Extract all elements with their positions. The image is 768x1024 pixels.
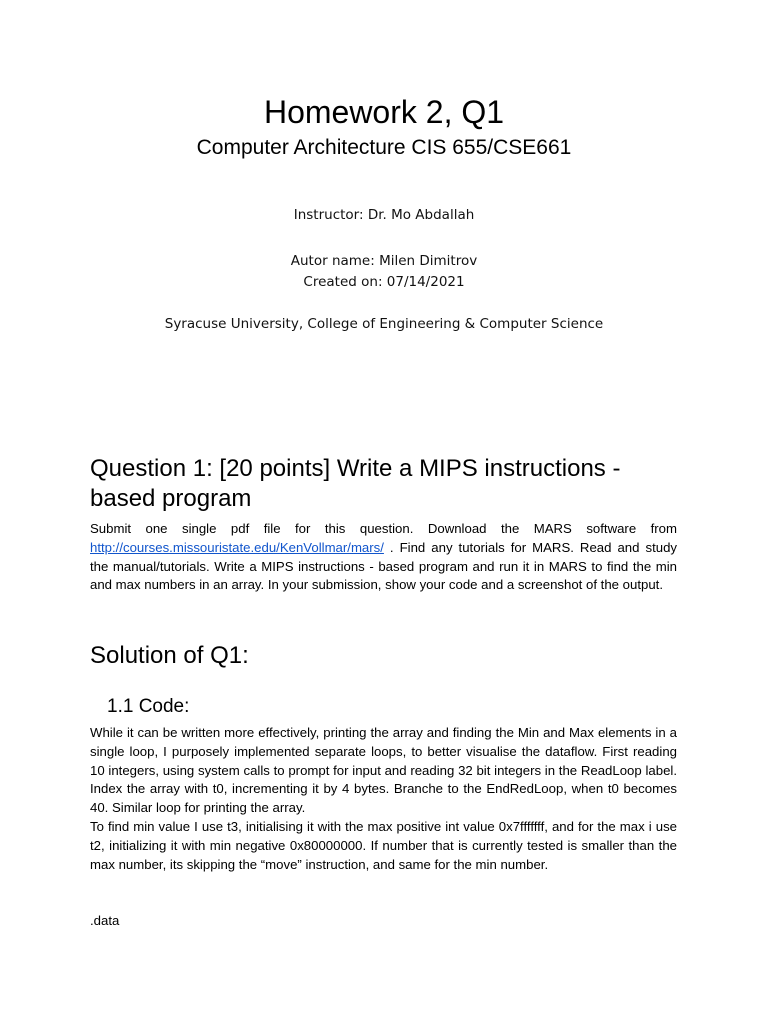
instructor-line: Instructor: Dr. Mo Abdallah [293,207,475,223]
question-heading: Question 1: [20 points] Write a MIPS instructions - based program [90,455,621,512]
document-subtitle: Computer Architecture CIS 655/CSE661 [196,136,572,159]
document-title: Homework 2, Q1 [263,94,505,130]
explanation-paragraph-1: While it can be written more effectively, printing the array and finding the Min and Max elements in a single loop, I purposely implemented separate loops, to better visualise the dataflow. First reading 10 integers, using system calls to prompt for input and reading 32 bit integers in the ReadLoop label. Index the array with t0, incrementing it by 4 bytes. Branche to the EndRedLoop, when t0 becomes 40. Similar loop for printing the array. [90,725,677,816]
explanation-paragraph-2: To find min value I use t3, initialising it with the max positive int value 0x7fffffff, and for the max i use t2, initializing it with min negative 0x80000000. If number that is currently tested is smaller than the max number, its skipping the “move” instruction, and same for the min number. [90,818,677,872]
code-first-line: .data [90,913,120,928]
code-subheading: 1.1 Code: [107,696,190,717]
question-text-end: . Find any tutorials for MARS. Read and study the manual/tutorials. Write a MIPS instructions - based program and run it in MARS to find the min and max numbers in an array. In your submission, show your code and a screenshot of the output. [90,539,677,593]
author-line: Autor name: Milen Dimitrov [290,253,478,269]
question-text-start: Submit one single pdf file for this question. Download the MARS software from [90,521,677,536]
mars-download-link[interactable]: http://courses.missouristate.edu/KenVollmar/mars/ [90,539,384,555]
solution-heading: Solution of Q1: [90,642,249,669]
created-date-line: Created on: 07/14/2021 [303,274,465,290]
question-text [90,520,677,595]
solution-explanation [90,724,677,874]
affiliation-line: Syracuse University, College of Engineering & Computer Science [164,316,604,332]
